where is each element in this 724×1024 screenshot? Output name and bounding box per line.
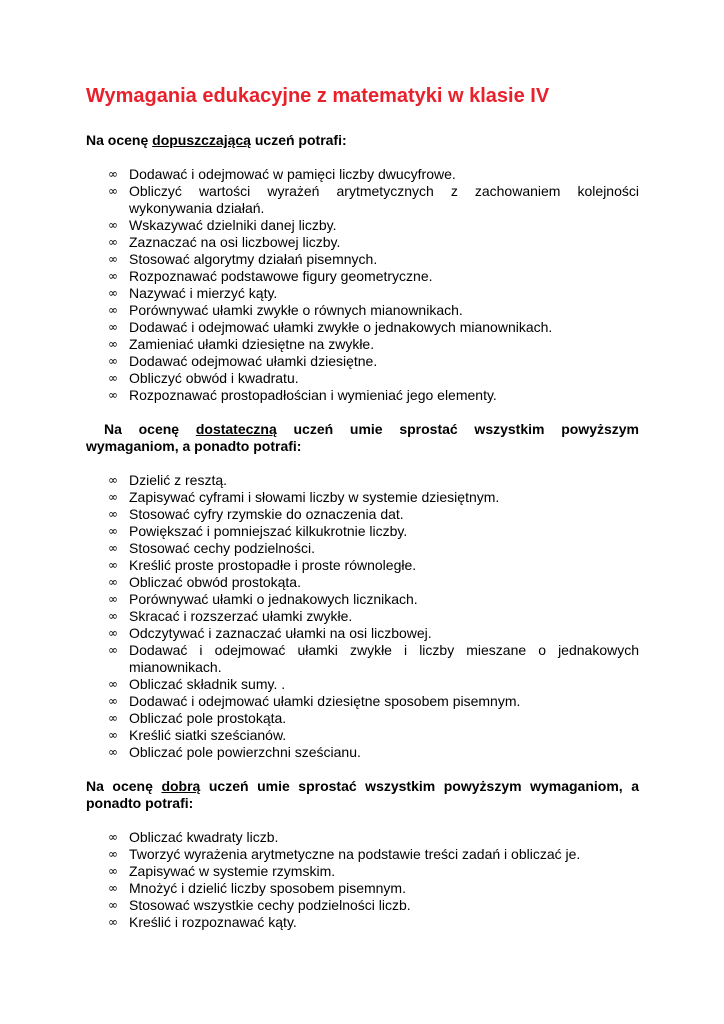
list-item [86, 472, 639, 489]
list-item [86, 336, 639, 353]
infinity-bullet-icon: ∞ [108, 541, 118, 555]
item-text: Powiększać i pomniejszać kilkukrotnie liczby. [129, 523, 408, 539]
list-item [86, 557, 639, 574]
infinity-bullet-icon: ∞ [108, 337, 118, 351]
item-text: Stosować algorytmy działań pisemnych. [129, 251, 378, 267]
item-text: Obliczyć obwód i kwadratu. [129, 370, 299, 386]
infinity-bullet-icon: ∞ [108, 167, 118, 181]
section-dopuszczajaca [86, 132, 639, 404]
list-item [86, 642, 639, 676]
list-item [86, 676, 639, 693]
item-text: Obliczać składnik sumy. . [129, 676, 286, 692]
infinity-bullet-icon: ∞ [108, 218, 118, 232]
item-text: Zamieniać ułamki dziesiętne na zwykłe. [129, 336, 375, 352]
item-text: Obliczać pole powierzchni sześcianu. [129, 744, 361, 760]
infinity-bullet-icon: ∞ [108, 524, 118, 538]
section-dobra [86, 778, 639, 931]
requirements-list [86, 472, 639, 761]
list-item [86, 251, 639, 268]
list-item [86, 489, 639, 506]
list-item [86, 846, 639, 863]
infinity-bullet-icon: ∞ [108, 728, 118, 742]
infinity-bullet-icon: ∞ [108, 864, 118, 878]
grade-name: dostateczną [195, 421, 277, 437]
list-item [86, 693, 639, 710]
infinity-bullet-icon: ∞ [108, 303, 118, 317]
section-heading [86, 421, 639, 455]
infinity-bullet-icon: ∞ [108, 881, 118, 895]
item-text: Stosować wszystkie cechy podzielności liczb. [129, 897, 411, 913]
item-text: Dodawać odejmować ułamki dziesiętne. [129, 353, 378, 369]
document-page [86, 84, 639, 948]
infinity-bullet-icon: ∞ [108, 269, 118, 283]
section-heading [86, 132, 639, 149]
list-item [86, 897, 639, 914]
infinity-bullet-icon: ∞ [108, 609, 118, 623]
list-item [86, 727, 639, 744]
list-item [86, 608, 639, 625]
list-item [86, 302, 639, 319]
list-item [86, 829, 639, 846]
heading-prefix: Na ocenę [104, 421, 196, 437]
heading-suffix: uczeń umie sprostać wszystkim powyższym wymaganiom, a ponadto potrafi: [86, 421, 639, 454]
infinity-bullet-icon: ∞ [108, 575, 118, 589]
item-text: Dodawać i odejmować ułamki zwykłe i liczby mieszane o jednakowych mianownikach. [129, 642, 639, 675]
item-text: Wskazywać dzielniki danej liczby. [129, 217, 337, 233]
list-item [86, 625, 639, 642]
infinity-bullet-icon: ∞ [108, 473, 118, 487]
item-text: Dzielić z resztą. [129, 472, 228, 488]
list-item [86, 523, 639, 540]
item-text: Kreślić siatki sześcianów. [129, 727, 287, 743]
item-text: Rozpoznawać podstawowe figury geometryczne. [129, 268, 433, 284]
item-text: Kreślić i rozpoznawać kąty. [129, 914, 297, 930]
item-text: Dodawać i odejmować ułamki zwykłe o jednakowych mianownikach. [129, 319, 553, 335]
list-item [86, 319, 639, 336]
heading-prefix: Na ocenę [86, 132, 153, 148]
infinity-bullet-icon: ∞ [108, 694, 118, 708]
list-item [86, 217, 639, 234]
requirements-list [86, 829, 639, 931]
infinity-bullet-icon: ∞ [108, 286, 118, 300]
list-item [86, 880, 639, 897]
item-text: Nazywać i mierzyć kąty. [129, 285, 278, 301]
list-item [86, 710, 639, 727]
item-text: Zapisywać cyframi i słowami liczby w systemie dziesiętnym. [129, 489, 500, 505]
infinity-bullet-icon: ∞ [108, 354, 118, 368]
infinity-bullet-icon: ∞ [108, 371, 118, 385]
list-item [86, 591, 639, 608]
requirements-list [86, 166, 639, 404]
item-text: Porównywać ułamki o jednakowych licznikach. [129, 591, 418, 607]
list-item [86, 574, 639, 591]
infinity-bullet-icon: ∞ [108, 320, 118, 334]
grade-name: dobrą [161, 778, 201, 794]
infinity-bullet-icon: ∞ [108, 252, 118, 266]
infinity-bullet-icon: ∞ [108, 643, 118, 657]
item-text: Obliczyć wartości wyrażeń arytmetycznych z zachowaniem kolejności wykonywania działań. [129, 183, 639, 216]
heading-suffix: uczeń umie sprostać wszystkim powyższym wymaganiom, a ponadto potrafi: [86, 778, 639, 811]
infinity-bullet-icon: ∞ [108, 592, 118, 606]
grade-name: dopuszczającą [152, 132, 251, 148]
list-item [86, 370, 639, 387]
item-text: Obliczać pole prostokąta. [129, 710, 287, 726]
item-text: Stosować cechy podzielności. [129, 540, 315, 556]
infinity-bullet-icon: ∞ [108, 898, 118, 912]
infinity-bullet-icon: ∞ [108, 745, 118, 759]
infinity-bullet-icon: ∞ [108, 830, 118, 844]
list-item [86, 506, 639, 523]
list-item [86, 540, 639, 557]
list-item [86, 234, 639, 251]
infinity-bullet-icon: ∞ [108, 711, 118, 725]
item-text: Rozpoznawać prostopadłościan i wymieniać jego elementy. [129, 387, 497, 403]
list-item [86, 353, 639, 370]
list-item [86, 744, 639, 761]
infinity-bullet-icon: ∞ [108, 677, 118, 691]
infinity-bullet-icon: ∞ [108, 184, 118, 198]
heading-suffix: uczeń potrafi: [250, 132, 347, 148]
document-title: Wymagania edukacyjne z matematyki w klasie IV [86, 85, 550, 107]
item-text: Kreślić proste prostopadłe i proste równoległe. [129, 557, 417, 573]
item-text: Stosować cyfry rzymskie do oznaczenia dat. [129, 506, 404, 522]
infinity-bullet-icon: ∞ [108, 847, 118, 861]
item-text: Dodawać i odejmować ułamki dziesiętne sposobem pisemnym. [129, 693, 521, 709]
item-text: Mnożyć i dzielić liczby sposobem pisemnym. [129, 880, 406, 896]
section-dostateczna [86, 421, 639, 761]
infinity-bullet-icon: ∞ [108, 507, 118, 521]
infinity-bullet-icon: ∞ [108, 388, 118, 402]
list-item [86, 387, 639, 404]
infinity-bullet-icon: ∞ [108, 490, 118, 504]
heading-prefix: Na ocenę [86, 778, 162, 794]
item-text: Obliczać kwadraty liczb. [129, 829, 279, 845]
item-text: Dodawać i odejmować w pamięci liczby dwucyfrowe. [129, 166, 456, 182]
infinity-bullet-icon: ∞ [108, 235, 118, 249]
list-item [86, 166, 639, 183]
list-item [86, 863, 639, 880]
item-text: Odczytywać i zaznaczać ułamki na osi liczbowej. [129, 625, 432, 641]
item-text: Zapisywać w systemie rzymskim. [129, 863, 336, 879]
infinity-bullet-icon: ∞ [108, 626, 118, 640]
section-heading [86, 778, 639, 812]
item-text: Obliczać obwód prostokąta. [129, 574, 301, 590]
item-text: Zaznaczać na osi liczbowej liczby. [129, 234, 341, 250]
list-item [86, 285, 639, 302]
list-item [86, 268, 639, 285]
infinity-bullet-icon: ∞ [108, 558, 118, 572]
item-text: Porównywać ułamki zwykłe o równych mianownikach. [129, 302, 463, 318]
infinity-bullet-icon: ∞ [108, 915, 118, 929]
list-item [86, 914, 639, 931]
item-text: Skracać i rozszerzać ułamki zwykłe. [129, 608, 353, 624]
item-text: Tworzyć wyrażenia arytmetyczne na podstawie treści zadań i obliczać je. [129, 846, 581, 862]
list-item [86, 183, 639, 217]
